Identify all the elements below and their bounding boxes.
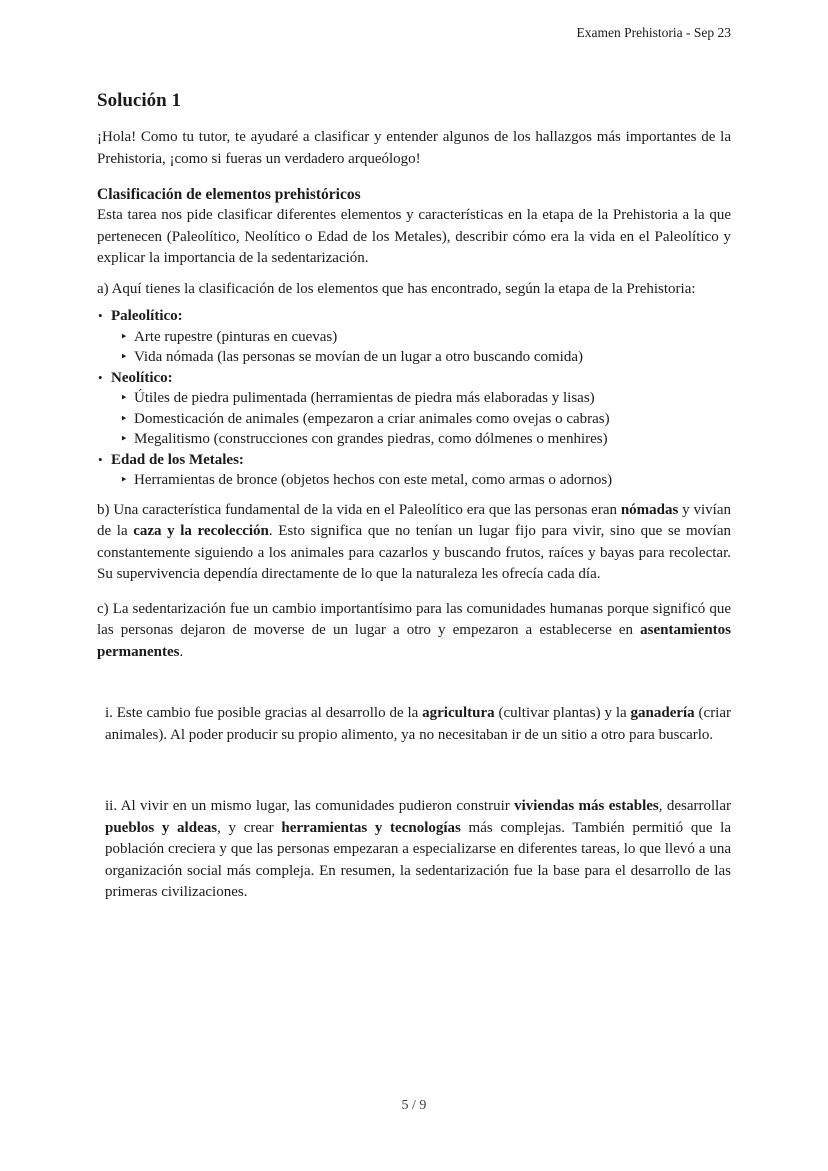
classification-item: ‣ Útiles de piedra pulimentada (herramientas de piedra más elaboradas y lisas) xyxy=(120,388,731,409)
section-heading: Clasificación de elementos prehistóricos xyxy=(97,186,361,203)
stage-label: Paleolítico: xyxy=(111,308,183,324)
stage-item-list xyxy=(111,327,731,368)
emphasis-text: asentamientos permanentes xyxy=(97,622,731,660)
page-number: 5 / 9 xyxy=(401,1098,427,1113)
emphasis-text: caza y la recolección xyxy=(133,523,269,539)
classification-item: ‣ Herramientas de bronce (objetos hechos con este metal, como armas o adornos) xyxy=(120,470,731,491)
body-text: . Esto significa que no tenían un lugar fijo para vivir, sino que se movían constantemente siguiendo a los animales para cazarlos y buscando frutos, raíces y bayas para recolectar. Su supervivencia dependía directamente de lo que la naturaleza les ofrecía cada día. xyxy=(97,523,731,582)
classification-item: ‣ Vida nómada (las personas se movían de un lugar a otro buscando comida) xyxy=(120,347,731,368)
classification-item: ‣ Arte rupestre (pinturas en cuevas) xyxy=(120,327,731,348)
running-header: Examen Prehistoria - Sep 23 xyxy=(576,25,731,40)
solution-title: Solución 1 xyxy=(97,90,181,111)
body-text: (cultivar plantas) y la xyxy=(494,705,631,721)
part-c-ii-paragraph xyxy=(105,796,731,904)
body-text: c) La sedentarización fue un cambio importantísimo para las comunidades humanas porque significó que las personas dejaron de moverse de un lugar a otro y empezaron a establecerse en xyxy=(97,600,731,638)
classification-stage xyxy=(97,368,731,450)
classification-item: ‣ Megalitismo (construcciones con grandes piedras, como dólmenes o menhires) xyxy=(120,429,731,450)
classification-item: ‣ Domesticación de animales (empezaron a criar animales como ovejas o cabras) xyxy=(120,409,731,430)
stage-label: Neolítico: xyxy=(111,369,173,386)
body-text: y vivían de la xyxy=(97,501,731,539)
emphasis-text: herramientas y tecnologías xyxy=(281,819,461,836)
body-text: i. Este cambio fue posible gracias al desarrollo de la xyxy=(105,705,423,721)
part-c-paragraph xyxy=(97,599,731,664)
body-text: más complejas. También permitió que la población creciera y que las personas empezaran a especializarse en diferentes tareas, lo que llevó a una organización social más compleja. En resumen, la sedentarización fue la base para el desarrollo de las primeras civilizaciones. xyxy=(105,819,732,900)
stage-item-list xyxy=(111,470,731,491)
body-text: b) Una característica fundamental de la vida en el Paleolítico era que las personas eran xyxy=(97,501,621,518)
emphasis-text: viviendas más estables xyxy=(514,798,659,814)
body-text: ii. Al vivir en un mismo lugar, las comunidades pudieron construir xyxy=(105,798,515,814)
emphasis-text: agricultura xyxy=(422,705,495,721)
part-a-lead: a) Aquí tienes la clasificación de los elementos que has encontrado, según la etapa de la Prehistoria: xyxy=(97,280,696,297)
body-text: , y crear xyxy=(217,819,282,836)
section-intro-paragraph: Esta tarea nos pide clasificar diferentes elementos y características en la etapa de la Prehistoria a la que pertenecen (Paleolítico, Neolítico o Edad de los Metales), describir cómo era la vida en el Paleolítico y explicar la importancia de la sedentarización. xyxy=(97,207,731,266)
body-text: , desarrollar xyxy=(658,798,731,814)
classification-stage xyxy=(97,306,731,368)
intro-paragraph: ¡Hola! Como tu tutor, te ayudaré a clasificar y entender algunos de los hallazgos más importantes de la Prehistoria, ¡como si fueras un verdadero arqueólogo! xyxy=(97,129,731,167)
body-text: (criar animales). Al poder producir su propio alimento, ya no necesitaban ir de un sitio a otro para buscarlo. xyxy=(105,705,732,743)
classification-stage xyxy=(97,450,731,491)
body-text: . xyxy=(179,643,184,660)
stage-item-list xyxy=(111,388,731,450)
document-content xyxy=(97,0,731,904)
part-b-paragraph xyxy=(97,500,731,586)
emphasis-text: ganadería xyxy=(630,705,695,721)
part-c-i-paragraph xyxy=(105,703,731,746)
classification-list xyxy=(97,306,731,491)
emphasis-text: nómadas xyxy=(620,501,679,518)
stage-label: Edad de los Metales: xyxy=(111,451,244,468)
emphasis-text: pueblos y aldeas xyxy=(105,819,218,836)
